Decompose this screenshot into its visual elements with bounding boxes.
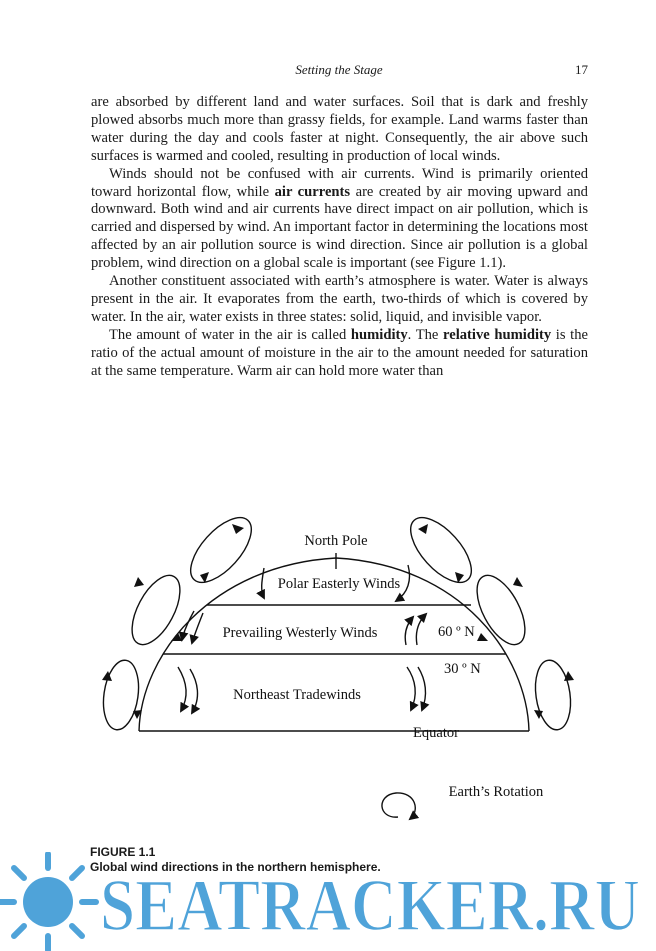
curved-arrow-icon [416,614,426,645]
prevailing-westerly-label: Prevailing Westerly Winds [222,625,378,641]
paragraph-text: are created by air moving upward and downward. Both wind and air currents have direct impact on air pollution, which is carried and dispersed by wind. An important factor in determining the locations most affected by an air pollution source is wind direction. Since air pollution is a global problem, wind direction on a global scale is important (see Figure 1.1). [91,183,588,272]
running-head-title: Setting the Stage [295,62,383,77]
circulation-cell-icon [531,658,574,732]
circulation-cell-icon [400,508,482,593]
wind-diagram-svg [86,505,596,840]
watermark [0,852,656,951]
earth-rotation-icon [382,793,415,819]
paragraph-text: Winds should not be confused with air currents. Wind is primarily oriented toward horizontal flow, while [91,165,588,200]
curved-arrow-icon [418,667,425,710]
curved-arrow-icon [405,617,413,645]
paragraph [91,273,588,327]
figure-caption-text: Global wind directions in the northern hemisphere. [90,860,381,874]
latitude-30-label: 30 º N [444,661,481,677]
circulation-cell-icon [99,658,142,732]
northeast-tradewinds-label: Northeast Tradewinds [233,687,361,703]
curved-arrow-icon [262,568,264,598]
body-text [91,94,588,381]
figure-number: FIGURE 1.1 [90,845,156,859]
curved-arrow-icon [190,669,198,713]
north-pole-label: North Pole [304,533,368,549]
polar-easterly-label: Polar Easterly Winds [277,576,401,592]
paragraph [91,94,588,166]
circulation-cell-icon [180,508,262,593]
equator-label: Equator [413,725,459,741]
earths-rotation-label: Earth’s Rotation [448,784,544,800]
sun-logo-icon [0,854,96,950]
circulation-cell-icon [467,568,534,652]
bold-term: humidity [350,326,408,343]
running-header [90,62,588,80]
page-number: 17 [575,62,588,77]
wind-diagram [86,505,596,840]
watermark-text: SEATRACKER.RU [100,865,640,947]
bold-term: relative humidity [443,326,552,343]
paragraph-text: . The [407,326,444,343]
watermark-svg [0,852,656,951]
curved-arrow-icon [407,667,415,710]
paragraph-text: are absorbed by different land and water surfaces. Soil that is dark and freshly plowed absorbs much more than grassy fields, for example. Land warms faster than water during the day and cools faster at night. Consequently, the air above such surfaces is warmed and cooled, resulting in production of local winds. [91,94,588,164]
curved-arrow-icon [178,667,186,711]
latitude-60-label: 60 º N [438,624,475,640]
curved-arrow-icon [192,613,203,643]
paragraph-text: The amount of water in the air is called [109,326,351,343]
paragraph [91,166,588,273]
bold-term: air currents [274,183,351,200]
paragraph-text: is the ratio of the actual amount of moisture in the air to the amount needed for saturation at the same temperature. Warm air can hold more water than [91,326,588,379]
paragraph [91,327,588,381]
paragraph-text: Another constituent associated with earth’s atmosphere is water. Water is always present in the air. It evaporates from the earth, two-thirds of which is covered by water. In the air, water exists in three states: solid, liquid, and invisible vapor. [91,273,588,325]
